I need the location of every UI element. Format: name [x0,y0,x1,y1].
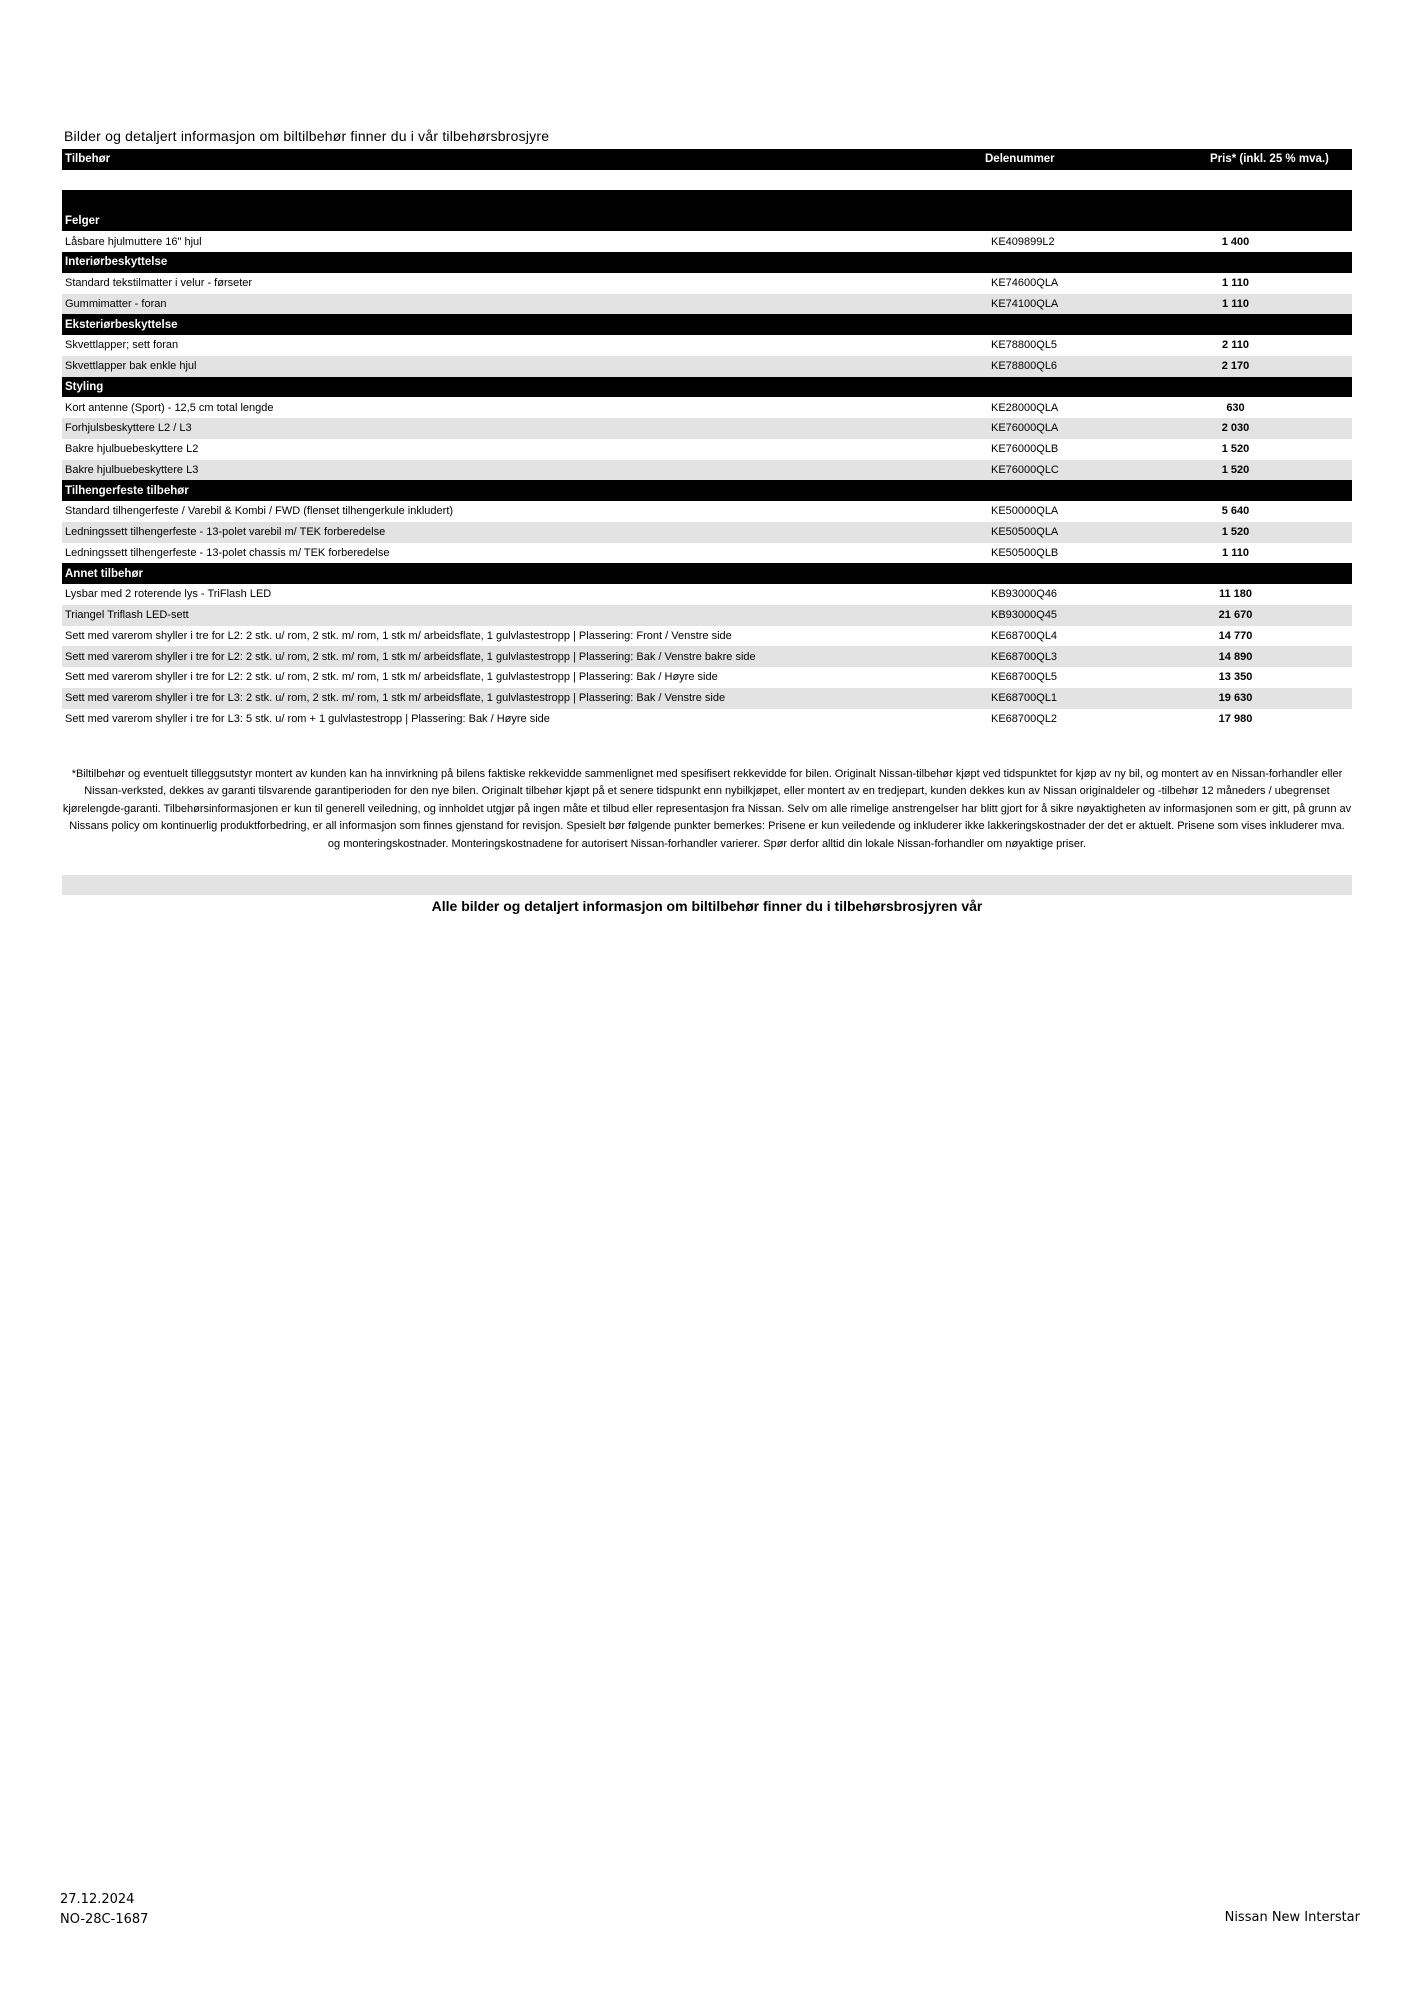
part-number: KE50500QLA [991,526,1059,539]
price: 1 110 [1222,297,1249,310]
category-label: Tilhengerfeste tilbehør [65,484,189,497]
table-row [62,356,1352,377]
accessory-table [62,149,1352,729]
price: 13 350 [1218,671,1253,684]
table-row [62,397,1352,418]
table-row [62,501,1352,522]
item-name: Gummimatter - foran [65,297,167,310]
table-row [62,335,1352,356]
price: 1 400 [1221,235,1250,248]
item-name: Skvettlapper; sett foran [65,339,179,352]
model-name: Nissan New Interstar [1224,1910,1360,1925]
table-row [62,294,1352,315]
spacer-row [62,170,1352,190]
item-name: Sett med varerom shyller i tre for L2: 2 stk. u/ rom, 2 stk. m/ rom, 1 stk m/ arbeidsflate, 1 gulvlastestropp | Plassering: Bak / Venstre bakre side [65,650,756,663]
table-body [62,170,1352,730]
table-row [62,418,1352,439]
table-row [62,273,1352,294]
item-name: Kort antenne (Sport) - 12,5 cm total lengde [65,401,274,414]
category-row [62,563,1352,584]
price: 19 630 [1218,692,1253,705]
category-label: Eksteriørbeskyttelse [65,318,178,331]
category-label: Styling [65,380,104,393]
table-row [62,439,1352,460]
table-row [62,626,1352,647]
item-name: Lysbar med 2 roterende lys - TriFlash LED [65,588,272,601]
price: 630 [1226,401,1245,414]
price: 2 170 [1221,360,1250,373]
item-name: Ledningssett tilhengerfeste - 13-polet varebil m/ TEK forberedelse [65,526,386,539]
table-row [62,605,1352,626]
price: 1 520 [1221,443,1250,456]
item-name: Sett med varerom shyller i tre for L3: 5 stk. u/ rom + 1 gulvlastestropp | Plassering: Bak / Høyre side [65,712,550,725]
item-name: Standard tekstilmatter i velur - førseter [65,277,253,290]
item-name: Bakre hjulbuebeskyttere L3 [65,463,199,476]
table-row [62,709,1352,730]
table-row [62,667,1352,688]
part-number: KE76000QLB [991,443,1059,456]
table-row [62,688,1352,709]
part-number: KE68700QL5 [991,671,1058,684]
brochure-note: Alle bilder og detaljert informasjon om biltilbehør finner du i tilbehørsbrosjyren vår [431,898,983,914]
category-row [62,377,1352,398]
item-name: Standard tilhengerfeste / Varebil & Kombi / FWD (flenset tilhengerkule inkludert) [65,505,454,518]
part-number: KE68700QL4 [991,629,1058,642]
price: 14 770 [1218,629,1253,642]
document-date: 27.12.2024 [60,1892,135,1907]
category-label: Felger [65,214,100,227]
category-row [62,480,1352,501]
part-number: KE78800QL6 [991,360,1058,373]
divider-bar [62,875,1352,895]
part-number: KE409899L2 [991,235,1055,248]
price: 1 110 [1222,277,1249,290]
part-number: KE76000QLC [991,463,1059,476]
price: 17 980 [1218,712,1253,725]
category-row [62,190,1352,211]
item-name: Triangel Triflash LED-sett [65,609,189,622]
header-price: Pris* (inkl. 25 % mva.) [1210,153,1329,166]
category-label: Annet tilbehør [65,567,143,580]
category-row [62,252,1352,273]
part-number: KE76000QLA [991,422,1059,435]
table-header [62,149,1352,170]
table-row [62,522,1352,543]
category-label: Interiørbeskyttelse [65,256,168,269]
item-name: Sett med varerom shyller i tre for L2: 2 stk. u/ rom, 2 stk. m/ rom, 1 stk m/ arbeidsflate, 1 gulvlastestropp | Plassering: Front / Venstre side [65,629,732,642]
part-number: KE74600QLA [991,277,1059,290]
category-row [62,211,1352,232]
category-row [62,314,1352,335]
price: 1 520 [1221,463,1250,476]
table-row [62,646,1352,667]
part-number: KB93000Q46 [991,588,1058,601]
disclaimer-text: *Biltilbehør og eventuelt tilleggsutstyr montert av kunden kan ha innvirkning på bilens faktiske rekkevidde sammenlignet med spesifisert rekkevidde for bilen. Originalt Nissan-tilbehør kjøpt ved tidspunktet for kjøp av ny bil, og montert av en Nissan-forhandler eller Nissan-verksted, dekkes av garanti tilsvarende garantiperioden for den nye bilen. Originalt tilbehør kjøpt på et senere tidspunkt enn nybilkjøpet, eller montert av en tredjepart, kunden dekkes kun av Nissan originaldeler og -tilbehør 12 måneders / ubegrenset kjørelengde-garanti. Tilbehørsinformasjonen er kun til generell veiledning, og innholdet utgjør på ingen måte et tilbud eller representasjon fra Nissan. Selv om alle rimelige anstrengelser har blitt gjort for å sikre nøyaktigheten av informasjonen som er gitt, på grunn av Nissans policy om kontinuerlig produktforbedring, er all informasjon som finnes gjenstand for revisjon. Spesielt bør følgende punkter bemerkes: Prisene er kun veiledende og inkluderer ikke lakkeringskostnader der det er aktuelt. Prisene som vises inkluderer mva. og monteringskostnader. Monteringskostnadene for autorisert Nissan-forhandler varierer. Spør derfor alltid din lokale Nissan-forhandler om nøyaktige priser. [62,768,1352,850]
intro-text: Bilder og detaljert informasjon om biltilbehør finner du i vår tilbehørsbrosjyre [64,128,550,144]
header-part: Delenummer [985,153,1055,166]
price: 2 030 [1221,422,1250,435]
item-name: Skvettlapper bak enkle hjul [65,360,197,373]
item-name: Forhjulsbeskyttere L2 / L3 [65,422,192,435]
header-item: Tilbehør [65,153,111,166]
part-number: KB93000Q45 [991,609,1058,622]
part-number: KE50500QLB [991,546,1059,559]
table-row [62,543,1352,564]
price: 2 110 [1222,339,1249,352]
price: 1 110 [1222,546,1249,559]
price: 14 890 [1218,650,1253,663]
part-number: KE68700QL3 [991,650,1058,663]
document-code: NO-28C-1687 [60,1912,149,1927]
part-number: KE74100QLA [991,297,1059,310]
item-name: Ledningssett tilhengerfeste - 13-polet chassis m/ TEK forberedelse [65,546,390,559]
item-name: Sett med varerom shyller i tre for L2: 2 stk. u/ rom, 2 stk. m/ rom, 1 stk m/ arbeidsflate, 1 gulvlastestropp | Plassering: Bak / Høyre side [65,671,718,684]
price: 5 640 [1221,505,1250,518]
part-number: KE50000QLA [991,505,1059,518]
table-row [62,460,1352,481]
item-name: Bakre hjulbuebeskyttere L2 [65,443,199,456]
price: 1 520 [1221,526,1250,539]
part-number: KE68700QL1 [991,692,1058,705]
price: 11 180 [1218,588,1253,601]
part-number: KE28000QLA [991,401,1059,414]
table-row [62,231,1352,252]
part-number: KE78800QL5 [991,339,1058,352]
part-number: KE68700QL2 [991,712,1058,725]
item-name: Sett med varerom shyller i tre for L3: 2 stk. u/ rom, 2 stk. m/ rom, 1 stk m/ arbeidsflate, 1 gulvlastestropp | Plassering: Bak / Venstre side [65,692,726,705]
item-name: Låsbare hjulmuttere 16" hjul [65,235,202,248]
table-row [62,584,1352,605]
price: 21 670 [1218,609,1253,622]
